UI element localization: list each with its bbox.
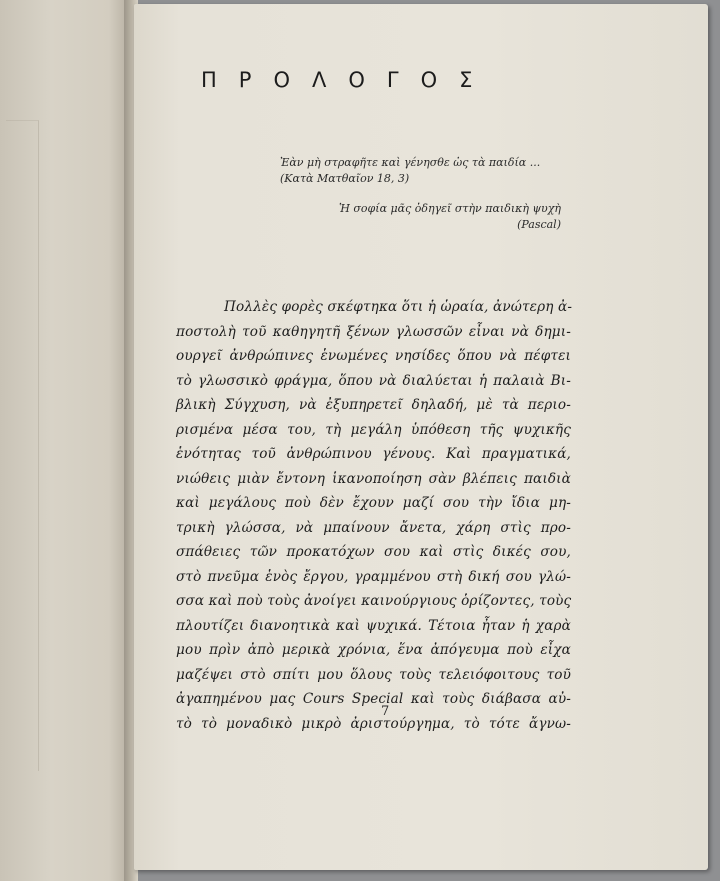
text-line: βλικὴ Σύγχυση, νὰ ἐξυπηρετεῖ δηλαδή, μὲ τὰ περιο- [176, 397, 571, 413]
epigraph-source: (Pascal) [517, 218, 561, 231]
epigraph-quote: Ἡ σοφία μᾶς ὁδηγεῖ στὴν παιδικὴ ψυχὴ [339, 202, 561, 215]
left-facing-page [0, 0, 128, 881]
text-line: μαζέψει στὸ σπίτι μου ὅλους τοὺς τελειόφοιτους τοῦ [176, 666, 571, 683]
text-line: Πολλὲς φορὲς σκέφτηκα ὅτι ἡ ὡραία, ἀνώτερη ἀ- [224, 299, 573, 315]
text-line: ουργεῖ ἀνθρώπινες ἑνωμένες νησίδες ὅπου νὰ πέφτει [176, 348, 571, 364]
text-line: ἀγαπημένου μας Cours Special καὶ τοὺς διάβασα αὐ- [176, 691, 571, 707]
text-line: τὸ τὸ μοναδικὸ μικρὸ ἀριστούργημα, τὸ τότε ἄγνω- [176, 715, 571, 732]
epigraph-pascal [339, 201, 561, 233]
text-line: καὶ μεγάλους ποὺ δὲν ἔχουν μαζί σου τὴν ἴδια μη- [176, 495, 571, 511]
text-line: σσα καὶ ποὺ τοὺς ἀνοίγει καινούργιους ὁρίζοντες, τοὺς [176, 593, 572, 609]
chapter-heading: ΠΡΟΛΟΓΟΣ [201, 68, 495, 92]
epigraph-matthew [280, 155, 540, 187]
text-line: νιώθεις μιὰν ἔντονη ἱκανοποίηση σὰν βλέπεις παιδιὰ [176, 470, 571, 487]
text-line: ρισμένα μέσα του, τὴ μεγάλη ὑπόθεση τῆς ψυχικῆς [176, 421, 571, 438]
text-line: στὸ πνεῦμα ἑνὸς ἔργου, γραμμένου στὴ δική σου γλώ- [176, 568, 571, 585]
right-book-page [134, 4, 708, 870]
text-line: μου πρὶν ἀπὸ μερικὰ χρόνια, ἕνα ἀπόγευμα ποὺ εἶχα [176, 642, 571, 658]
text-line: ἑνότητας τοῦ ἀνθρώπινου γένους. Καὶ πραγματικά, [176, 446, 571, 462]
text-line: πλουτίζει διανοητικὰ καὶ ψυχικά. Τέτοια ἦταν ἡ χαρὰ [176, 617, 571, 634]
preface-paragraph [176, 295, 571, 736]
text-line: τρικὴ γλώσσα, νὰ μπαίνουν ἄνετα, χάρη στὶς προ- [176, 519, 571, 536]
text-line: τὸ γλωσσικὸ φράγμα, ὅπου νὰ διαλύεται ἡ παλαιὰ Βι- [176, 372, 571, 389]
text-line: σπάθειες τῶν προκατόχων σου καὶ στὶς δικές σου, [176, 544, 571, 560]
page-emboss-mark [6, 120, 39, 771]
epigraph-quote: Ἐὰν μὴ στραφῆτε καὶ γένησθε ὡς τὰ παιδία ... [280, 156, 541, 169]
epigraph-source: (Κατὰ Ματθαῖον 18, 3) [280, 172, 410, 185]
text-line: ποστολὴ τοῦ καθηγητῆ ξένων γλωσσῶν εἶναι νὰ δημι- [176, 323, 571, 340]
page-number: 7 [381, 704, 390, 719]
